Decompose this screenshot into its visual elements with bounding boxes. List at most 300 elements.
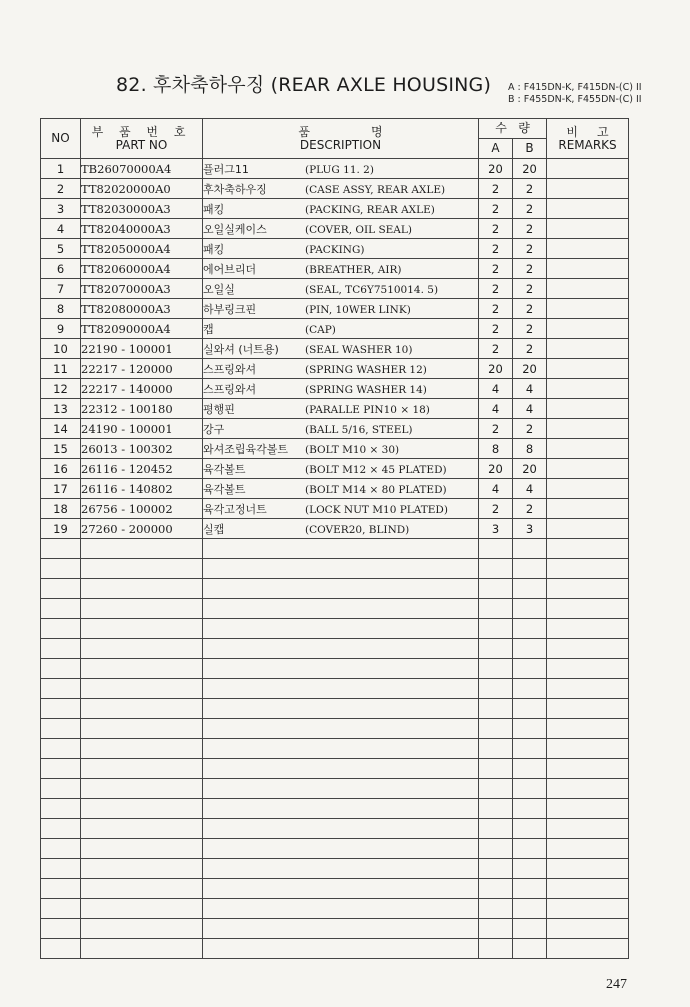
row-remarks [547,399,629,419]
row-desc-en: (BALL 5/16, STEEL) [305,423,413,436]
row-qty-a [479,799,513,819]
row-qty-a [479,819,513,839]
table-row [41,179,629,199]
row-desc-en: (PIN, 10WER LINK) [305,303,411,316]
row-remarks [547,639,629,659]
row-desc-en: (SEAL WASHER 10) [305,343,413,356]
header-part-no [81,119,203,159]
row-part-no: TT82090000A4 [81,319,203,339]
row-remarks [547,339,629,359]
table-row [41,239,629,259]
row-qty-a: 2 [479,179,513,199]
row-desc-en: (BOLT M10 × 30) [305,443,400,456]
row-description [203,419,479,439]
row-no: 8 [41,299,81,319]
row-remarks [547,419,629,439]
row-no: 5 [41,239,81,259]
row-remarks [547,519,629,539]
row-remarks [547,279,629,299]
row-description [203,599,479,619]
row-no [41,599,81,619]
row-no: 3 [41,199,81,219]
row-part-no: 26013 - 100302 [81,439,203,459]
row-part-no [81,559,203,579]
row-qty-b [513,779,547,799]
row-qty-b [513,579,547,599]
table-row [41,699,629,719]
row-desc-en: (SPRING WASHER 12) [305,363,427,376]
row-qty-a: 2 [479,419,513,439]
row-desc-kr: 캡 [203,322,214,336]
row-qty-b [513,659,547,679]
row-part-no [81,699,203,719]
row-desc-kr: 와셔조립육각볼트 [203,442,289,456]
row-desc-kr: 육각볼트 [203,482,246,496]
row-part-no [81,599,203,619]
row-qty-b: 2 [513,339,547,359]
row-description [203,219,479,239]
row-description [203,439,479,459]
row-description [203,839,479,859]
row-remarks [547,219,629,239]
row-remarks [547,199,629,219]
table-row [41,879,629,899]
row-desc-kr: 육각볼트 [203,462,246,476]
row-qty-a [479,739,513,759]
row-no: 16 [41,459,81,479]
row-qty-b: 20 [513,359,547,379]
row-no: 14 [41,419,81,439]
row-part-no: TT82040000A3 [81,219,203,239]
table-row [41,779,629,799]
table-row [41,639,629,659]
row-desc-kr: 패킹 [203,242,225,256]
table-row [41,919,629,939]
row-qty-a [479,719,513,739]
row-no [41,679,81,699]
row-remarks [547,919,629,939]
row-qty-a: 2 [479,239,513,259]
row-desc-kr: 패킹 [203,202,225,216]
header-description [203,119,479,159]
row-no [41,659,81,679]
row-remarks [547,499,629,519]
row-remarks [547,859,629,879]
row-qty-b [513,899,547,919]
row-description [203,939,479,959]
row-desc-kr: 육각고정너트 [203,502,267,516]
table-row [41,759,629,779]
row-description [203,239,479,259]
row-desc-en: (CASE ASSY, REAR AXLE) [305,183,446,196]
row-desc-kr: 스프링와셔 [203,382,257,396]
row-description [203,379,479,399]
row-part-no: TT82050000A4 [81,239,203,259]
table-row [41,599,629,619]
row-description [203,199,479,219]
row-remarks [547,179,629,199]
row-desc-en: (LOCK NUT M10 PLATED) [305,503,448,516]
table-row [41,439,629,459]
row-qty-b: 2 [513,499,547,519]
row-description [203,679,479,699]
row-no [41,799,81,819]
row-part-no: 22217 - 120000 [81,359,203,379]
table-row [41,379,629,399]
row-qty-a [479,679,513,699]
row-qty-b [513,699,547,719]
row-description [203,899,479,919]
row-remarks [547,779,629,799]
table-row [41,939,629,959]
row-qty-a: 8 [479,439,513,459]
row-description [203,639,479,659]
row-desc-kr: 스프링와셔 [203,362,257,376]
row-part-no [81,779,203,799]
table-row [41,259,629,279]
row-desc-kr: 플러그11 [203,162,249,176]
row-qty-b [513,919,547,939]
table-row [41,559,629,579]
row-description [203,719,479,739]
table-row [41,279,629,299]
row-remarks [547,579,629,599]
row-part-no [81,659,203,679]
row-part-no [81,619,203,639]
row-part-no [81,879,203,899]
row-no [41,899,81,919]
row-description [203,459,479,479]
row-description [203,539,479,559]
row-desc-en: (COVER, OIL SEAL) [305,223,412,236]
row-part-no [81,639,203,659]
row-description [203,799,479,819]
row-no [41,559,81,579]
row-qty-b [513,679,547,699]
row-remarks [547,479,629,499]
row-qty-b: 2 [513,179,547,199]
row-qty-a [479,839,513,859]
table-row [41,319,629,339]
row-no: 11 [41,359,81,379]
row-no [41,739,81,759]
table-row [41,399,629,419]
row-desc-kr: 에어브리더 [203,262,257,276]
row-qty-a [479,659,513,679]
row-description [203,739,479,759]
row-description [203,519,479,539]
row-qty-b [513,939,547,959]
row-remarks [547,599,629,619]
row-no [41,939,81,959]
row-remarks [547,559,629,579]
row-desc-kr: 하부링크핀 [203,302,257,316]
row-qty-a: 2 [479,279,513,299]
model-b-label: B : F455DN-K, F455DN-(C) II [508,94,642,105]
row-description [203,919,479,939]
row-desc-en: (BOLT M12 × 45 PLATED) [305,463,447,476]
row-part-no [81,939,203,959]
row-no [41,879,81,899]
row-description [203,319,479,339]
row-remarks [547,379,629,399]
row-part-no: 22217 - 140000 [81,379,203,399]
row-desc-en: (SPRING WASHER 14) [305,383,427,396]
row-part-no [81,899,203,919]
row-qty-b: 2 [513,319,547,339]
table-row [41,539,629,559]
row-qty-a: 2 [479,319,513,339]
table-row [41,299,629,319]
row-qty-b: 2 [513,299,547,319]
row-no [41,699,81,719]
row-qty-b: 2 [513,259,547,279]
row-qty-b: 4 [513,399,547,419]
row-no [41,619,81,639]
parts-rows [41,159,629,959]
row-no: 13 [41,399,81,419]
row-part-no [81,579,203,599]
row-no [41,639,81,659]
row-description [203,659,479,679]
row-part-no: TT82080000A3 [81,299,203,319]
row-no: 2 [41,179,81,199]
row-qty-a: 2 [479,339,513,359]
row-part-no [81,539,203,559]
row-qty-b [513,819,547,839]
row-no: 9 [41,319,81,339]
row-remarks [547,459,629,479]
page-number: 247 [606,977,627,992]
row-part-no: 26756 - 100002 [81,499,203,519]
row-no: 6 [41,259,81,279]
table-row [41,859,629,879]
row-description [203,619,479,639]
row-qty-a: 20 [479,159,513,179]
row-qty-a [479,639,513,659]
row-qty-a: 20 [479,459,513,479]
row-desc-kr: 오일실 [203,282,235,296]
row-no [41,539,81,559]
row-no: 15 [41,439,81,459]
row-description [203,259,479,279]
row-no [41,779,81,799]
table-row [41,219,629,239]
row-part-no: 22190 - 100001 [81,339,203,359]
row-qty-b [513,879,547,899]
table-row [41,479,629,499]
row-desc-kr: 실캡 [203,522,225,536]
table-row [41,339,629,359]
row-desc-en: (BREATHER, AIR) [305,263,402,276]
row-qty-a [479,759,513,779]
row-part-no: 24190 - 100001 [81,419,203,439]
row-no: 17 [41,479,81,499]
table-row [41,799,629,819]
row-desc-en: (CAP) [305,323,336,336]
row-desc-en: (SEAL, TC6Y7510014. 5) [305,283,439,296]
row-remarks [547,699,629,719]
row-remarks [547,299,629,319]
row-remarks [547,739,629,759]
row-qty-a [479,539,513,559]
row-no: 12 [41,379,81,399]
row-qty-b: 8 [513,439,547,459]
row-remarks [547,899,629,919]
row-qty-a [479,939,513,959]
row-desc-en: (BOLT M14 × 80 PLATED) [305,483,447,496]
row-qty-b [513,599,547,619]
row-qty-b: 2 [513,239,547,259]
row-desc-kr: 평행핀 [203,402,235,416]
row-desc-en: (COVER20, BLIND) [305,523,410,536]
row-remarks [547,839,629,859]
row-desc-kr: 후차축하우징 [203,182,267,196]
row-remarks [547,319,629,339]
row-part-no: 26116 - 120452 [81,459,203,479]
row-description [203,879,479,899]
row-no: 19 [41,519,81,539]
row-qty-a: 2 [479,259,513,279]
row-qty-b: 20 [513,159,547,179]
row-qty-a: 2 [479,499,513,519]
row-qty-b [513,559,547,579]
table-row [41,819,629,839]
row-remarks [547,939,629,959]
row-qty-a: 2 [479,219,513,239]
row-description [203,859,479,879]
row-remarks [547,659,629,679]
row-part-no [81,739,203,759]
model-a-label: A : F415DN-K, F415DN-(C) II [508,82,642,93]
row-description [203,399,479,419]
row-qty-b: 20 [513,459,547,479]
table-row [41,419,629,439]
row-desc-en: (PACKING, REAR AXLE) [305,203,435,216]
header-remarks-en: REMARKS [558,137,617,152]
row-part-no: 22312 - 100180 [81,399,203,419]
row-qty-a [479,859,513,879]
row-description [203,579,479,599]
row-part-no: 27260 - 200000 [81,519,203,539]
row-qty-b: 2 [513,279,547,299]
row-description [203,339,479,359]
header-part-en: PART NO [115,137,168,152]
header-qty: 수 량 [479,119,547,139]
row-part-no: TT82030000A3 [81,199,203,219]
row-description [203,179,479,199]
row-part-no [81,799,203,819]
row-part-no [81,759,203,779]
row-qty-a: 2 [479,199,513,219]
row-description [203,819,479,839]
row-qty-b [513,739,547,759]
table-row [41,459,629,479]
row-qty-b: 3 [513,519,547,539]
row-no: 10 [41,339,81,359]
row-description [203,559,479,579]
model-legend [508,82,642,106]
row-qty-a [479,899,513,919]
row-qty-a: 3 [479,519,513,539]
row-remarks [547,759,629,779]
row-part-no [81,919,203,939]
row-qty-b [513,619,547,639]
row-no [41,839,81,859]
row-no [41,859,81,879]
row-part-no: TT82060000A4 [81,259,203,279]
row-no: 18 [41,499,81,519]
row-desc-kr: 오일실케이스 [203,222,267,236]
table-row [41,739,629,759]
table-row [41,159,629,179]
row-remarks [547,679,629,699]
row-remarks [547,259,629,279]
row-description [203,779,479,799]
row-qty-a [479,699,513,719]
row-part-no: 26116 - 140802 [81,479,203,499]
row-qty-a [479,619,513,639]
table-row [41,579,629,599]
row-qty-b [513,859,547,879]
row-remarks [547,539,629,559]
parts-table [40,118,629,959]
row-no: 4 [41,219,81,239]
row-part-no [81,839,203,859]
row-remarks [547,819,629,839]
row-description [203,299,479,319]
table-row [41,659,629,679]
header-part-kr: 부 품 번 호 [91,124,192,139]
row-qty-b [513,799,547,819]
row-desc-kr: 실와셔 (너트용) [203,342,279,356]
row-remarks [547,799,629,819]
row-qty-b: 4 [513,379,547,399]
table-row [41,199,629,219]
header-desc-kr: 품 명 [298,124,383,139]
row-qty-b: 2 [513,419,547,439]
row-description [203,359,479,379]
row-qty-b [513,719,547,739]
row-description [203,159,479,179]
row-desc-en: (PACKING) [305,243,365,256]
header-qty-b: B [513,139,547,159]
row-remarks [547,239,629,259]
row-remarks [547,359,629,379]
row-qty-b [513,759,547,779]
row-no [41,759,81,779]
row-qty-a [479,579,513,599]
row-qty-a [479,559,513,579]
row-no [41,819,81,839]
row-no [41,579,81,599]
table-row [41,899,629,919]
row-part-no [81,679,203,699]
row-qty-a [479,919,513,939]
row-part-no: TB26070000A4 [81,159,203,179]
row-remarks [547,159,629,179]
row-qty-b [513,639,547,659]
row-description [203,479,479,499]
row-desc-en: (PLUG 11. 2) [305,163,374,176]
row-part-no [81,719,203,739]
row-remarks [547,439,629,459]
row-qty-a: 4 [479,479,513,499]
row-description [203,499,479,519]
table-row [41,499,629,519]
header-remarks [547,119,629,159]
row-qty-b: 2 [513,199,547,219]
